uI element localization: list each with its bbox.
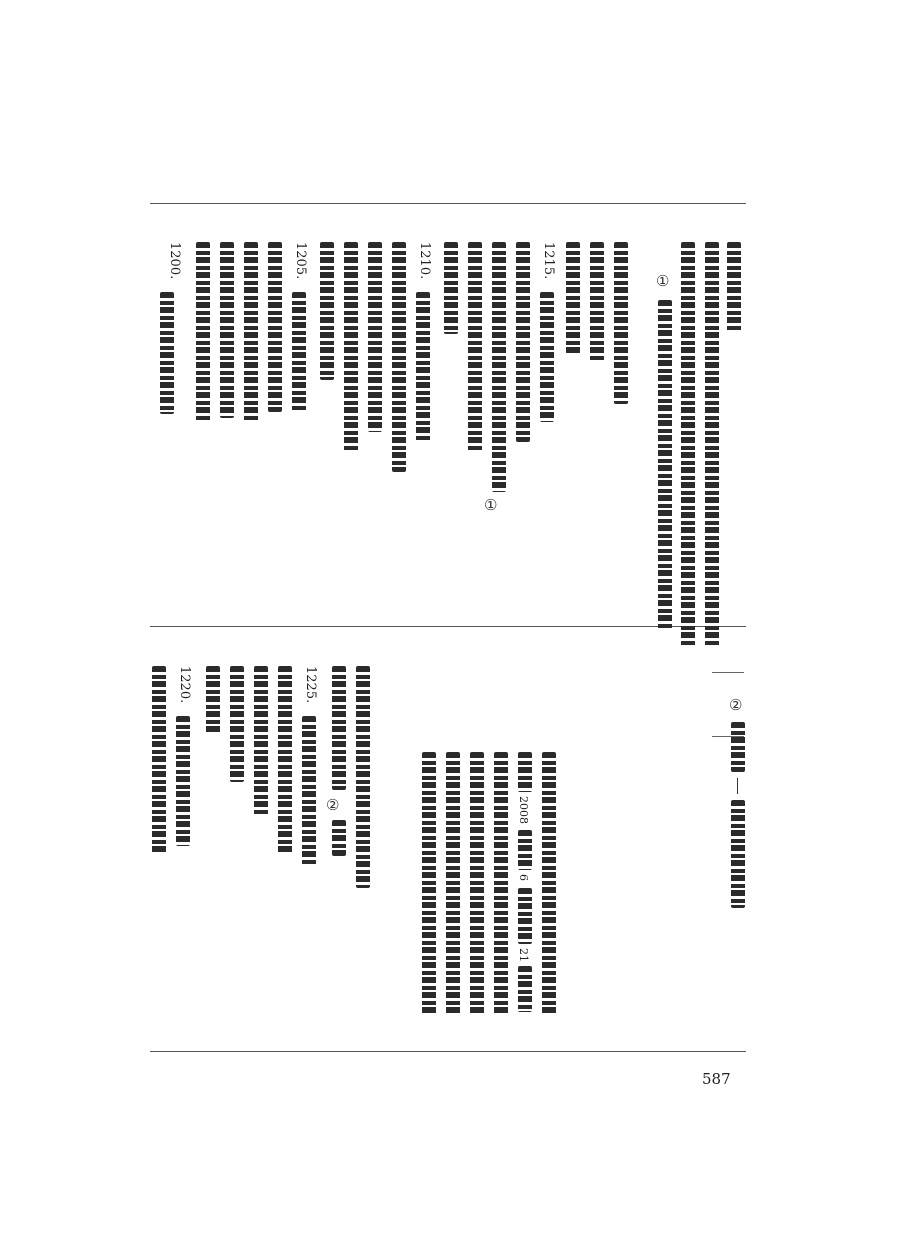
verse-column [292,292,306,412]
verse-column [176,716,190,846]
footnote-body-column [446,752,460,1014]
verse-column [492,242,506,492]
footnote-text-column [731,722,745,772]
verse-column [254,666,268,816]
top-rule [150,203,746,204]
verse-column [160,292,174,414]
verse-column [566,242,580,354]
footnote-month: 6 [517,874,530,881]
middle-rule [150,626,746,627]
verse-column [516,242,530,442]
footnote-text-column [681,242,695,647]
verse-column [278,666,292,854]
verse-column [332,666,346,790]
footnote-body-column [422,752,436,1014]
line-number: 1225. [303,666,318,704]
verse-column [206,666,220,734]
verse-column [196,242,210,422]
verse-column [468,242,482,452]
verse-column [344,242,358,452]
footnote-body-column [542,752,556,1014]
verse-column [444,242,458,334]
footnote-rule-top [712,672,744,673]
footnote-body-column [518,966,532,1012]
verse-column [392,242,406,472]
footnote-body-column [470,752,484,1014]
verse-column [302,716,316,866]
line-number: 1220. [177,666,192,704]
verse-column [540,292,554,422]
page-number: 587 [702,1070,731,1088]
verse-column [614,242,628,404]
em-dash [737,778,738,794]
footnote-marker: ② [729,696,743,714]
footnote-body-column [518,830,532,870]
footnote-text-column [658,300,672,630]
footnote-body-column [518,888,532,944]
footnote-marker: ② [326,796,340,814]
verse-column [220,242,234,418]
footnote-text-column [727,242,741,332]
verse-column [332,820,346,856]
verse-column [590,242,604,362]
footnote-day: 21 [517,948,530,962]
verse-column [320,242,334,380]
footnote-year: 2008 [517,796,530,824]
footnote-marker: ① [656,272,670,290]
bottom-rule [150,1051,746,1052]
footnote-marker: ① [484,496,498,514]
footnote-body-column [518,752,532,792]
verse-column [268,242,282,412]
footnote-body-column [494,752,508,1014]
line-number: 1205. [293,242,308,280]
line-number: 1200. [167,242,182,280]
footnote-text-column [705,242,719,647]
verse-column [244,242,258,422]
line-number: 1215. [541,242,556,280]
line-number: 1210. [417,242,432,280]
verse-column [152,666,166,854]
verse-column [356,666,370,888]
verse-column [416,292,430,442]
footnote-text-column [731,800,745,908]
verse-column [230,666,244,782]
verse-column [368,242,382,432]
